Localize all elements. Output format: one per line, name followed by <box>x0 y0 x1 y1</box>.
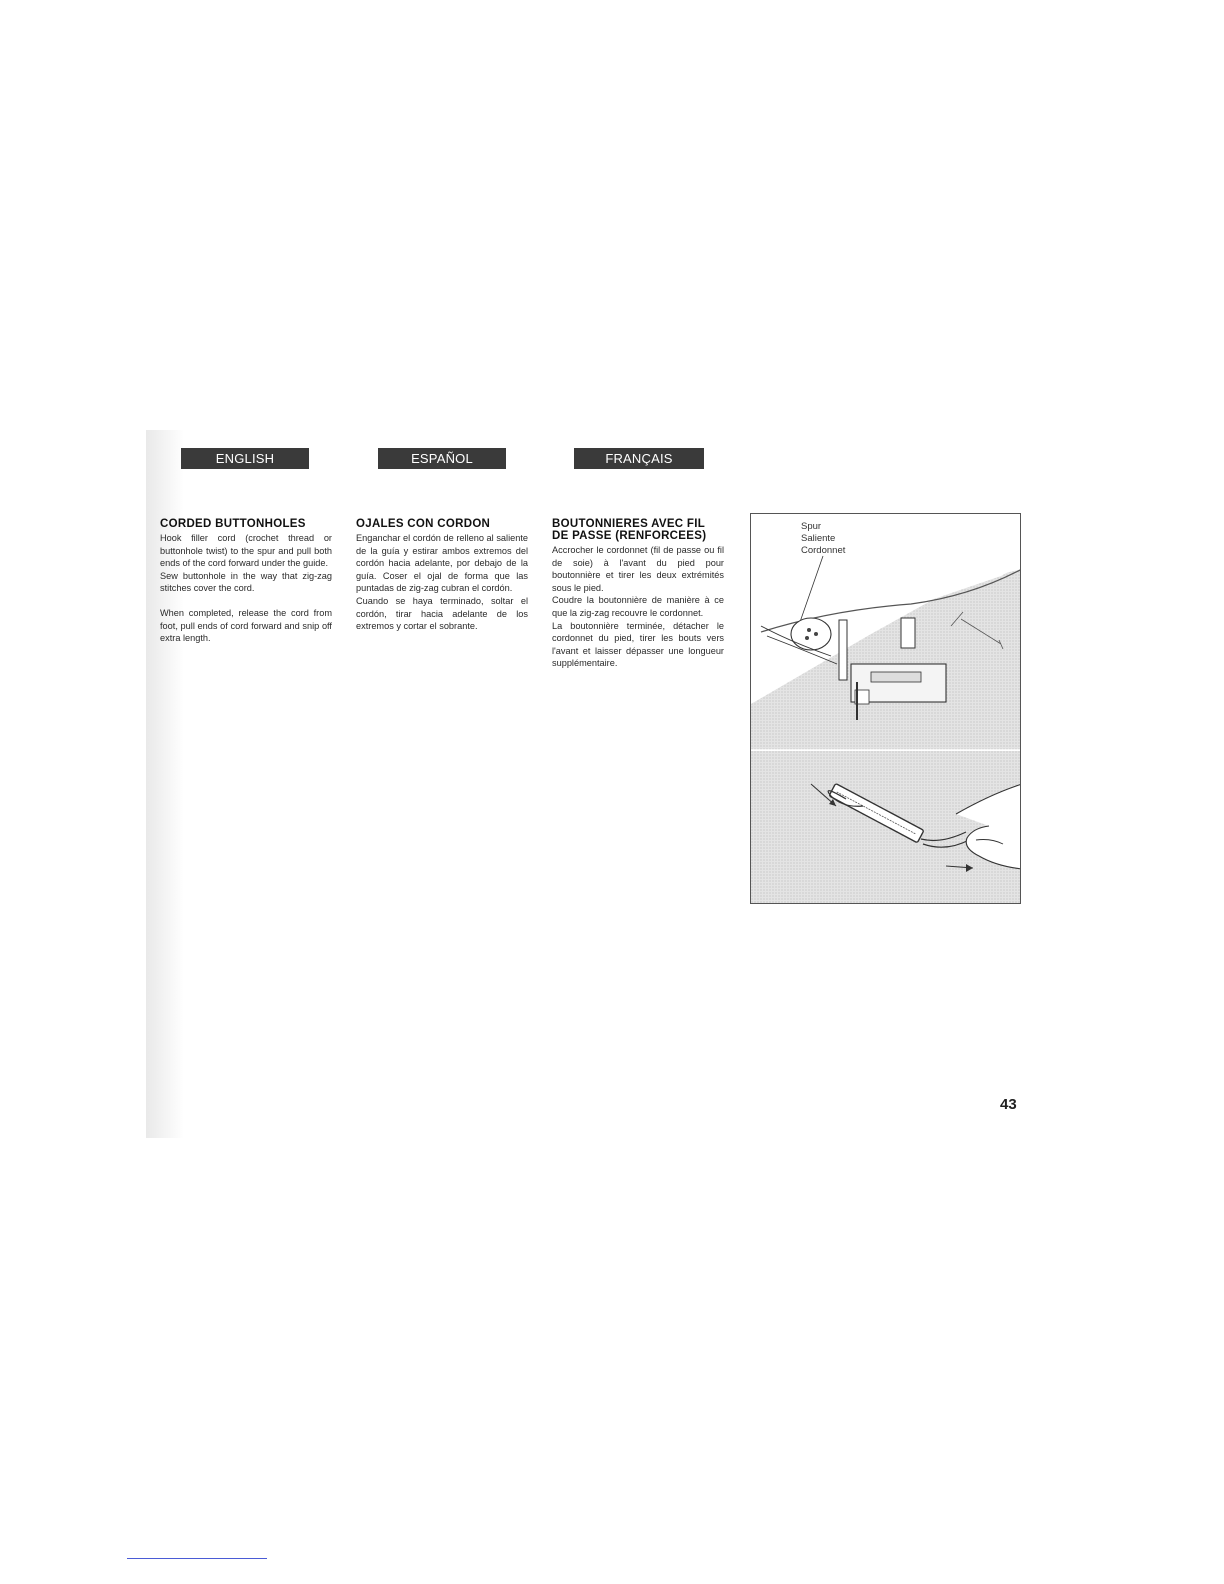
french-paragraph-1: Accrocher le cordonnet (fil de passe ou fil de soie) à l'avant du pied pour boutonnière et tirer les deux extrémités sous le pied. <box>552 545 724 593</box>
figure-labels <box>801 521 845 557</box>
english-title: CORDED BUTTONHOLES <box>160 518 306 530</box>
spur-wheel <box>791 618 831 650</box>
illustration-drawing <box>751 514 1021 904</box>
tab-french: FRANÇAIS <box>574 448 704 469</box>
spanish-title: OJALES CON CORDON <box>356 518 491 530</box>
corded-buttonhole-illustration <box>750 513 1021 904</box>
spanish-column <box>356 518 528 633</box>
label-saliente: Saliente <box>801 533 836 544</box>
label-cordonnet: Cordonnet <box>801 545 846 556</box>
spanish-paragraph-2: Cuando se haya terminado, soltar el cordón, tirar hacia adelante de los extremos y cortar el sobrante. <box>356 595 528 632</box>
english-column <box>160 518 332 645</box>
english-paragraph-1: Hook filler cord (crochet thread or buttonhole twist) to the spur and pull both ends of the cord forward under the guide. <box>160 533 332 569</box>
spanish-paragraph-1: Enganchar el cordón de relleno al saliente de la guía y estirar ambos extremos del cordón hacia adelante, por debajo de la guía. Coser el ojal de forma que las puntadas de zig-zag cubran el cordón. <box>356 533 528 594</box>
english-paragraph-3: When completed, release the cord from foot, pull ends of cord forward and snip off extra length. <box>160 607 332 644</box>
tab-english: ENGLISH <box>181 448 309 469</box>
french-title: BOUTONNIERES AVEC FIL DE PASSE (RENFORCEES) <box>552 518 707 542</box>
french-column <box>552 518 724 670</box>
french-paragraph-2: Coudre la boutonnière de manière à ce que la zig-zag recouvre le cordonnet. <box>552 595 724 618</box>
french-paragraph-3: La boutonnière terminée, détacher le cordonnet du pied, tirer les bouts vers l'avant et laisser dépasser une longueur supplémentaire. <box>552 620 724 669</box>
footer-rule <box>127 1558 267 1559</box>
tab-spanish: ESPAÑOL <box>378 448 506 469</box>
page-number: 43 <box>1000 1096 1017 1113</box>
label-spur: Spur <box>801 521 822 532</box>
english-paragraph-2: Sew buttonhole in the way that zig-zag stitches cover the cord. <box>160 570 332 594</box>
